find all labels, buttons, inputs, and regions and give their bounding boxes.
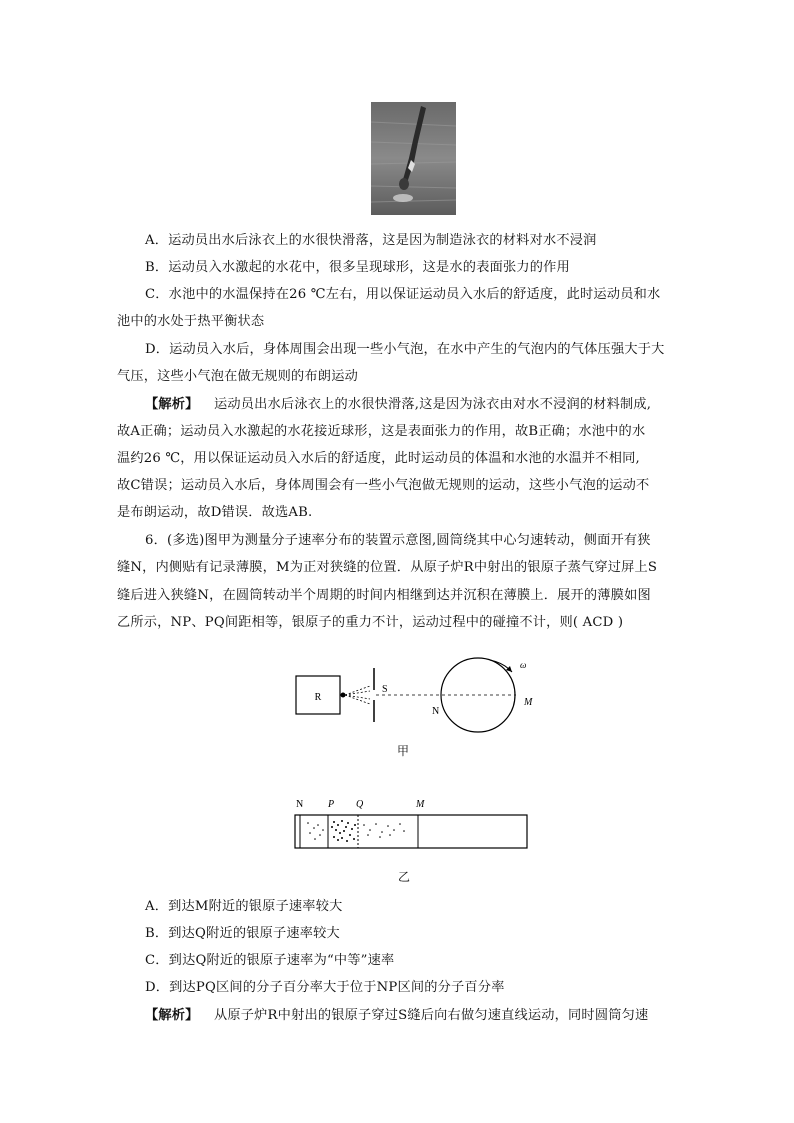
label-omega: ω [520, 660, 527, 670]
q5-option-b: B．运动员入水激起的水花中，很多呈现球形，这是水的表面张力的作用 [145, 260, 570, 275]
q6-option-c: C．到达Q附近的银原子速率为“中等”速率 [145, 953, 395, 968]
figure-jia [290, 650, 550, 750]
q6-stem-line4: 乙所示，NP、PQ间距相等，银原子的重力不计，运动过程中的碰撞不计，则( ACD ) [117, 615, 624, 630]
q5-option-a: A．运动员出水后泳衣上的水很快滑落，这是因为制造泳衣的材料对水不浸润 [145, 233, 597, 248]
label-r: R [314, 692, 322, 703]
q6-option-d: D．到达PQ区间的分子百分率大于位于NP区间的分子百分率 [145, 980, 505, 995]
q5-analysis-line5: 是布朗运动，故D错误．故选AB. [117, 505, 313, 520]
label-s: S [382, 684, 388, 695]
q6-analysis-line1: 从原子炉R中射出的银原子穿过S缝后向右做匀速直线运动，同时圆筒匀速 [214, 1008, 649, 1023]
q6-option-b: B．到达Q附近的银原子速率较大 [145, 926, 340, 941]
diver-photo [371, 102, 456, 215]
label-p: P [328, 799, 335, 810]
label-m2: M [416, 799, 425, 810]
q6-stem-line1: 6．(多选)图甲为测量分子速率分布的装置示意图,圆筒绕其中心匀速转动，侧面开有狭 [145, 533, 651, 548]
q6-analysis-tag: 【解析】 [145, 1008, 199, 1023]
q5-analysis-line2: 故A正确；运动员入水激起的水花接近球形，这是表面张力的作用，故B正确；水池中的水 [117, 424, 646, 439]
label-n2: N [296, 799, 304, 810]
q5-analysis-tag: 【解析】 [145, 397, 199, 412]
q5-option-c-line2: 池中的水处于热平衡状态 [117, 314, 265, 329]
label-n: N [432, 706, 440, 717]
q6-option-a: A．到达M附近的银原子速率较大 [145, 899, 343, 914]
label-q: Q [356, 799, 364, 810]
label-m: M [524, 697, 533, 708]
q5-option-c-line1: C．水池中的水温保持在26 ℃左右，用以保证运动员入水后的舒适度，此时运动员和水 [145, 287, 661, 302]
figure-yi-caption: 乙 [398, 870, 411, 884]
q6-stem-line2: 缝N，内侧贴有记录薄膜，M为正对狭缝的位置．从原子炉R中射出的银原子蒸气穿过屏上S [117, 560, 658, 575]
q5-option-d-line1: D．运动员入水后，身体周围会出现一些小气泡，在水中产生的气泡内的气体压强大于大 [145, 342, 665, 357]
figure-jia-caption: 甲 [397, 744, 410, 758]
q6-stem-line3: 缝后进入狭缝N，在圆筒转动半个周期的时间内相继到达并沉积在薄膜上．展开的薄膜如图 [117, 588, 651, 603]
figure-yi [290, 797, 535, 855]
q5-option-d-line2: 气压，这些小气泡在做无规则的布朗运动 [117, 369, 358, 384]
q5-analysis-line3: 温约26 ℃，用以保证运动员入水后的舒适度，此时运动员的体温和水池的水温并不相同, [117, 451, 640, 466]
q5-analysis-line1: 运动员出水后泳衣上的水很快滑落,这是因为泳衣由对水不浸润的材料制成, [214, 397, 652, 412]
q5-analysis-line4: 故C错误；运动员入水后，身体周围会有一些小气泡做无规则的运动，这些小气泡的运动不 [117, 478, 650, 493]
